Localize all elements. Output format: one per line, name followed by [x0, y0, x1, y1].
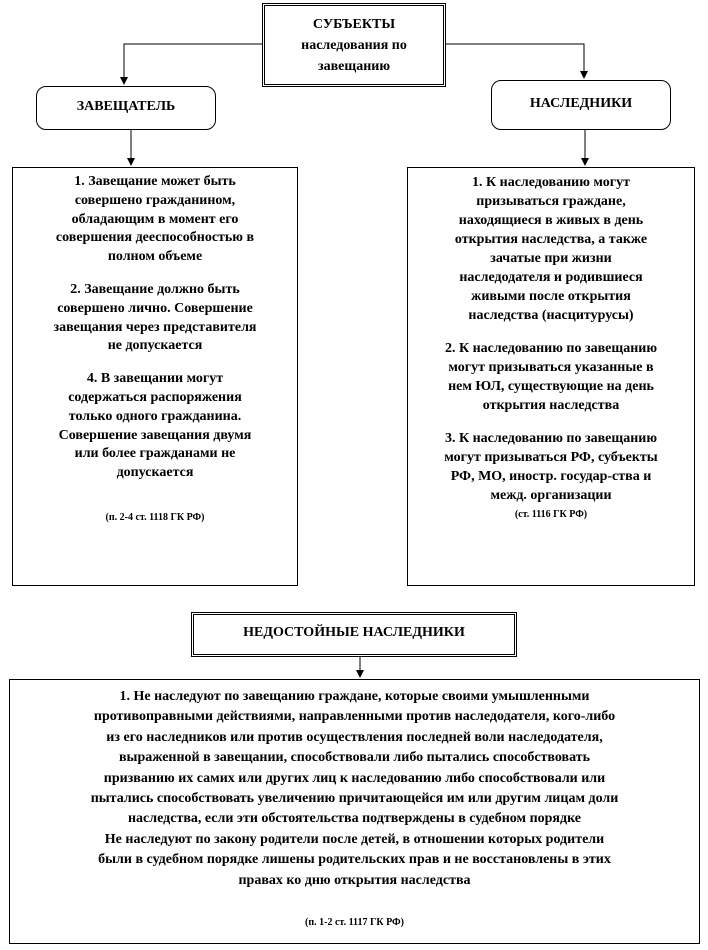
- testator-rule-1: 1. Завещание может быть совершено гражданином, обладающим в момент его совершения дееспособностью в полном объеме: [55, 174, 255, 265]
- testator-heading-box: [36, 86, 216, 130]
- heirs-rules-box: [407, 167, 695, 586]
- unworthy-rule-2: Не наследуют по закону родители после детей, в отношении которых родители были в судебном порядке лишены родительских прав и не восстановлены в этих правах ко дню открытия наследства: [98, 831, 611, 888]
- main-title: СУБЪЕКТЫ наследования по завещанию: [301, 17, 407, 74]
- connector-title-to-testator: [124, 44, 262, 84]
- main-title-box: [262, 3, 446, 87]
- testator-rules-box: [12, 167, 298, 586]
- heirs-rule-2: 2. К наследованию по завещанию могут призываться указанные в нем ЮЛ, существующие на день открытия наследства: [444, 341, 658, 413]
- testator-rule-2: 2. Завещание должно быть совершено лично. Совершение завещания через представителя не допускается: [53, 281, 257, 354]
- unworthy-rules-box: [9, 679, 700, 944]
- testator-reference: (п. 2-4 ст. 1118 ГК РФ): [105, 511, 205, 523]
- unworthy-rule-1: 1. Не наследуют по завещанию граждане, которые своими умышленными противоправными действиями, направленными против наследодателя, кого-либо из его наследников или против осуществления последней воли наследодателя, выраженной в завещании, способствовали либо пытались способствовать призванию их самих или других лиц к наследованию либо способствовали или пытались способствовать увеличению причитающейся им или другим лицам доли наследства, если эти обстоятельства подтверждены в судебном порядке: [90, 689, 619, 827]
- heirs-reference: (ст. 1116 ГК РФ): [514, 509, 588, 520]
- heirs-heading: НАСЛЕДНИКИ: [529, 96, 633, 111]
- testator-heading: ЗАВЕЩАТЕЛЬ: [76, 99, 176, 114]
- testator-rule-4: 4. В завещании могут содержаться распоряжения только одного гражданина. Совершение завещания двумя или более гражданами не допускается: [58, 371, 252, 481]
- connector-title-to-heirs: [446, 44, 584, 78]
- unworthy-heading-box: [191, 612, 517, 657]
- heirs-rule-3: 3. К наследованию по завещанию могут призываться РФ, субъекты РФ, МО, иностр. государ-ства и межд. организации: [444, 431, 658, 503]
- unworthy-heading: НЕДОСТОЙНЫЕ НАСЛЕДНИКИ: [243, 625, 465, 640]
- heirs-heading-box: [491, 80, 671, 130]
- heirs-rule-1: 1. К наследованию могут призываться граждане, находящиеся в живых в день открытия наследства, а также зачатые при жизни наследодателя и родившиеся живыми после открытия наследства (насцитурусы): [454, 175, 648, 323]
- unworthy-reference: (п. 1-2 ст. 1117 ГК РФ): [305, 917, 404, 929]
